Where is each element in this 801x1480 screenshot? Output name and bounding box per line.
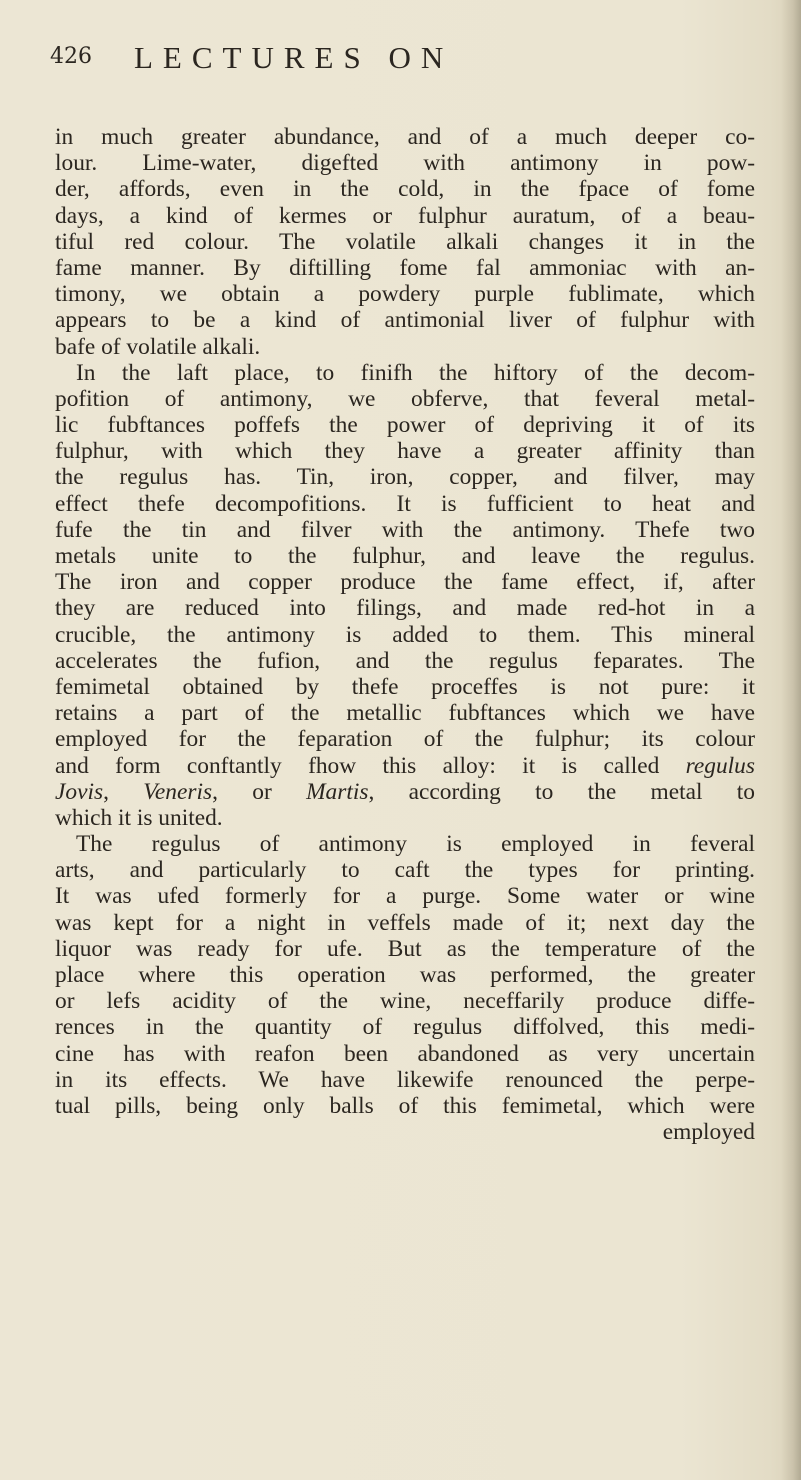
text-line: place where this operation was performed, the greater xyxy=(55,962,755,988)
text-line: liquor was ready for ufe. But as the temperature of the xyxy=(55,935,755,962)
text-line: In the laft place, to finifh the hiftory of the decom- xyxy=(76,359,755,386)
italic-term: Martis xyxy=(306,778,369,805)
text-line: retains a part of the metallic fubftances which we have xyxy=(55,700,755,727)
text-line: days, a kind of kermes or fulphur auratum, of a beau- xyxy=(55,202,755,229)
text-line: The iron and copper produce the fame effect, if, after xyxy=(55,569,755,596)
text-line: fufe the tin and filver with the antimony. Thefe two xyxy=(55,516,755,543)
text-line: lour. Lime-water, digefted with antimony in pow- xyxy=(55,150,755,177)
page-edge-shadow xyxy=(781,0,801,1480)
text-line: accelerates the fufion, and the regulus feparates. The xyxy=(55,647,755,674)
text-line: The regulus of antimony is employed in feveral xyxy=(76,831,755,858)
text-line: lic fubftances poffefs the power of depriving it of its xyxy=(55,412,755,439)
text-line: arts, and particularly to caft the types for printing. xyxy=(55,857,755,884)
italic-term: Jovis xyxy=(55,778,104,805)
text-line: or lefs acidity of the wine, neceffarily produce diffe- xyxy=(55,988,755,1015)
text-line: pofition of antimony, we obferve, that feveral metal- xyxy=(55,385,755,412)
text-line: fame manner. By diftilling fome fal ammoniac with an- xyxy=(55,254,755,281)
text-line: timony, we obtain a powdery purple fublimate, which xyxy=(55,281,755,308)
text-line: metals unite to the fulphur, and leave the regulus. xyxy=(55,543,755,569)
text-line: crucible, the antimony is added to them. This mineral xyxy=(55,621,755,648)
running-head: LECTURES ON xyxy=(134,40,454,75)
text-line-with-italics: Jovis, Veneris, or Martis, according to the metal to xyxy=(55,778,755,805)
text-line: cine has with reafon been abandoned as very uncertain xyxy=(55,1040,755,1067)
text-line: the regulus has. Tin, iron, copper, and filver, may xyxy=(55,464,755,491)
text-line: in much greater abundance, and of a much deeper co- xyxy=(55,124,755,150)
catchword: employed xyxy=(662,1119,755,1146)
body-text xyxy=(55,124,755,1145)
text-line: femimetal obtained by thefe proceffes is not pure: it xyxy=(55,673,755,700)
text-line: effect thefe decompofitions. It is fufficient to heat and xyxy=(55,490,755,517)
text-line: they are reduced into filings, and made red-hot in a xyxy=(55,595,755,622)
text-line: employed for the feparation of the fulphur; its colour xyxy=(55,726,755,753)
text-line: It was ufed formerly for a purge. Some water or wine xyxy=(55,883,755,910)
text-line: tiful red colour. The volatile alkali changes it in the xyxy=(55,228,755,255)
text-line: rences in the quantity of regulus diffolved, this medi- xyxy=(55,1014,755,1041)
page-number: 426 xyxy=(50,44,92,69)
text-line: in its effects. We have likewife renounced the perpe- xyxy=(55,1066,755,1093)
text-line: bafe of volatile alkali. xyxy=(55,333,261,360)
text-line: which it is united. xyxy=(55,804,223,831)
page-header xyxy=(50,40,750,80)
text-line-with-italic xyxy=(55,753,755,779)
text-line: der, affords, even in the cold, in the fpace of fome xyxy=(55,176,755,203)
text-line: appears to be a kind of antimonial liver of fulphur with xyxy=(55,307,755,334)
text-run: and form conftantly fhow this alloy: it is called xyxy=(55,752,660,779)
text-line: tual pills, being only balls of this femimetal, which were xyxy=(55,1092,755,1119)
italic-term: regulus xyxy=(685,752,755,779)
text-line: fulphur, with which they have a greater affinity than xyxy=(55,438,755,465)
text-line: was kept for a night in veffels made of it; next day the xyxy=(55,909,755,936)
italic-term: Veneris xyxy=(143,778,213,805)
